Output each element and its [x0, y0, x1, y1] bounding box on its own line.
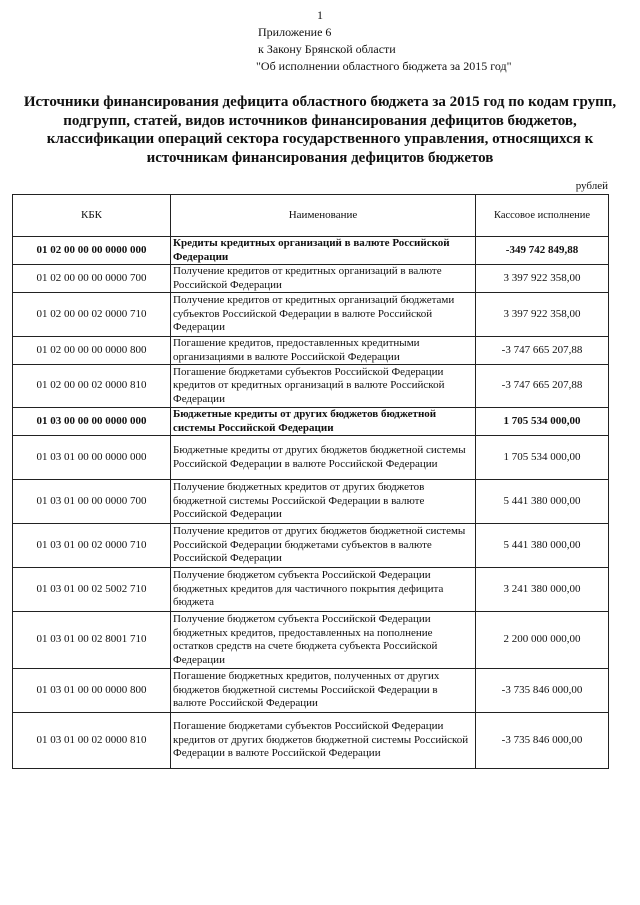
amount-cell: 1 705 534 000,00 [476, 436, 609, 480]
table-row [13, 237, 609, 265]
amount-cell: -3 747 665 207,88 [476, 365, 609, 408]
name-cell: Кредиты кредитных организаций в валюте Российской Федерации [171, 237, 476, 265]
name-cell: Погашение бюджетами субъектов Российской Федерации кредитов от кредитных организаций в валюте Российской Федерации [171, 365, 476, 408]
appendix-note [256, 24, 616, 75]
kbk-cell: 01 02 00 00 00 0000 800 [13, 337, 171, 365]
table-row [13, 337, 609, 365]
column-header-name: Наименование [171, 195, 476, 237]
amount-cell: 5 441 380 000,00 [476, 524, 609, 568]
table-row [13, 365, 609, 408]
name-cell: Бюджетные кредиты от других бюджетов бюджетной системы Российской Федерации в валюте Российской Федерации [171, 436, 476, 480]
name-cell: Погашение бюджетных кредитов, полученных от других бюджетов бюджетной системы Российской Федерации в валюте Российской Федерации [171, 669, 476, 713]
kbk-cell: 01 03 01 00 00 0000 700 [13, 480, 171, 524]
table-row [13, 436, 609, 480]
name-cell: Бюджетные кредиты от других бюджетов бюджетной системы Российской Федерации [171, 408, 476, 436]
appendix-line-3: "Об исполнении областного бюджета за 2015 год" [256, 59, 512, 73]
table-row [13, 713, 609, 769]
kbk-cell: 01 02 00 00 02 0000 710 [13, 293, 171, 337]
name-cell: Получение бюджетом субъекта Российской Федерации бюджетных кредитов для частичного покрытия дефицита бюджета [171, 568, 476, 612]
name-cell: Получение кредитов от других бюджетов бюджетной системы Российской Федерации бюджетами субъектов в валюте Российской Федерации [171, 524, 476, 568]
amount-cell: 5 441 380 000,00 [476, 480, 609, 524]
kbk-cell: 01 03 00 00 00 0000 000 [13, 408, 171, 436]
document-title: Источники финансирования дефицита областного бюджета за 2015 год по кодам групп, подгрупп, статей, видов источников финансирования дефицитов бюджетов, классификации операций сектора государственного управления, относящихся к источникам финансирования дефицитов бюджетов [23, 94, 617, 166]
amount-cell: 3 397 922 358,00 [476, 265, 609, 293]
units-label: рублей [575, 180, 608, 192]
name-cell: Получение кредитов от кредитных организаций бюджетами субъектов Российской Федерации в валюте Российской Федерации [171, 293, 476, 337]
amount-cell: -349 742 849,88 [476, 237, 609, 265]
column-header-amount: Кассовое исполнение [476, 195, 609, 237]
kbk-cell: 01 03 01 00 02 0000 710 [13, 524, 171, 568]
table-row [13, 293, 609, 337]
kbk-cell: 01 02 00 00 00 0000 700 [13, 265, 171, 293]
amount-cell: 1 705 534 000,00 [476, 408, 609, 436]
table-row [13, 669, 609, 713]
amount-cell: 3 241 380 000,00 [476, 568, 609, 612]
amount-cell: 3 397 922 358,00 [476, 293, 609, 337]
name-cell: Получение бюджетом субъекта Российской Федерации бюджетных кредитов, предоставленных на пополнение остатков средств на счете бюджета субъекта Российской Федерации [171, 612, 476, 669]
name-cell: Получение кредитов от кредитных организаций в валюте Российской Федерации [171, 265, 476, 293]
table-row [13, 612, 609, 669]
kbk-cell: 01 03 01 00 02 0000 810 [13, 713, 171, 769]
name-cell: Погашение кредитов, предоставленных кредитными организациями в валюте Российской Федерации [171, 337, 476, 365]
table-row [13, 480, 609, 524]
amount-cell: -3 735 846 000,00 [476, 669, 609, 713]
amount-cell: 2 200 000 000,00 [476, 612, 609, 669]
kbk-cell: 01 02 00 00 02 0000 810 [13, 365, 171, 408]
table-row [13, 408, 609, 436]
kbk-cell: 01 03 01 00 00 0000 000 [13, 436, 171, 480]
appendix-line-2: к Закону Брянской области [258, 42, 396, 56]
table-row [13, 524, 609, 568]
page-number: 1 [317, 8, 323, 22]
kbk-cell: 01 03 01 00 02 5002 710 [13, 568, 171, 612]
table-row [13, 265, 609, 293]
table-row [13, 568, 609, 612]
kbk-cell: 01 03 01 00 00 0000 800 [13, 669, 171, 713]
kbk-cell: 01 02 00 00 00 0000 000 [13, 237, 171, 265]
name-cell: Погашение бюджетами субъектов Российской Федерации кредитов от других бюджетов бюджетной системы Российской Федерации в валюте Российской Федерации [171, 713, 476, 769]
column-header-kbk: КБК [13, 195, 171, 237]
amount-cell: -3 747 665 207,88 [476, 337, 609, 365]
financing-sources-table [12, 194, 609, 769]
appendix-line-1: Приложение 6 [258, 25, 332, 39]
name-cell: Получение бюджетных кредитов от других бюджетов бюджетной системы Российской Федерации в валюте Российской Федерации [171, 480, 476, 524]
amount-cell: -3 735 846 000,00 [476, 713, 609, 769]
kbk-cell: 01 03 01 00 02 8001 710 [13, 612, 171, 669]
table-header-row [13, 195, 609, 237]
